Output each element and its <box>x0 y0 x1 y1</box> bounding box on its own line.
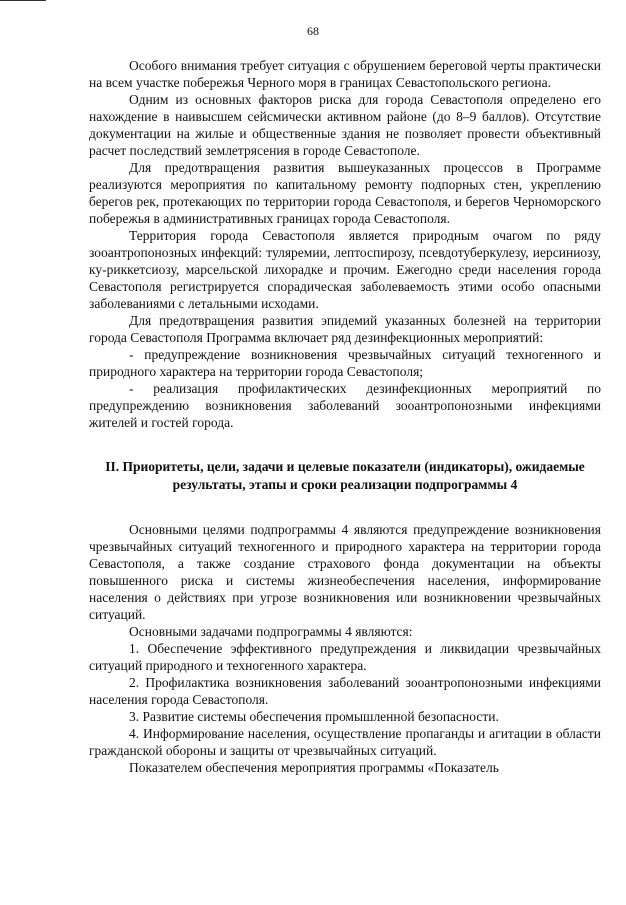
section-heading: II. Приоритеты, цели, задачи и целевые показатели (индикаторы), ожидаемые результаты, этапы и сроки реализации подпрограммы 4 <box>105 459 585 492</box>
paragraph-tasks-intro: Основными задачами подпрограммы 4 являются: <box>129 624 413 639</box>
task-item: 3. Развитие системы обеспечения промышленной безопасности. <box>129 709 499 724</box>
paragraph-coastline: Особого внимания требует ситуация с обрушением береговой черты практически на всем участке побережья Черного моря в границах Севастопольского региона. <box>89 58 601 90</box>
paragraph-seismic-risk: Одним из основных факторов риска для города Севастополя определено его нахождение в наивысшем сейсмически активном районе (до 8–9 баллов). Отсутствие документации на жилые и общественные здания не позволяет провести объективный расчет последствий землетрясения в городе Севастополе. <box>89 92 601 158</box>
task-item: 4. Информирование населения, осуществление пропаганды и агитации в области гражданской обороны и защиты от чрезвычайных ситуаций. <box>89 726 601 758</box>
paragraph-indicator: Показателем обеспечения мероприятия программы «Показатель <box>129 760 499 775</box>
page-content <box>89 57 601 776</box>
paragraph-prevention-measures: Для предотвращения развития вышеуказанных процессов в Программе реализуются мероприятия по капитальному ремонту подпорных стен, укреплению берегов рек, протекающих по территории города Севастополя, и берегов Черноморского побережья в административных границах города Севастополя. <box>89 160 601 226</box>
paragraph-infections: Территория города Севастополя является природным очагом по ряду зооантропонозных инфекций: туляремии, лептоспирозу, псевдотуберкулезу, иерсиниозу, ку-риккетсиозу, марсельской лихорадке и прочим. Ежегодно среди населения города Севастополя регистрируется спорадическая заболеваемость этими особо опасными заболеваниями с летальными исходами. <box>89 228 601 311</box>
task-item: 2. Профилактика возникновения заболеваний зооантропонозными инфекциями населения города Севастополя. <box>89 675 601 707</box>
page-number: 68 <box>307 24 319 38</box>
corner-rule <box>0 0 46 1</box>
bullet-item: - реализация профилактических дезинфекционных мероприятий по предупреждению возникновения заболеваний зооантропонозными инфекциями жителей и гостей города. <box>89 381 601 430</box>
paragraph-disinfection-intro: Для предотвращения развития эпидемий указанных болезней на территории города Севастополя Программа включает ряд дезинфекционных мероприятий: <box>89 313 601 345</box>
paragraph-goals: Основными целями подпрограммы 4 являются предупреждение возникновения чрезвычайных ситуаций техногенного и природного характера на территории города Севастополя, а также создание страхового фонда документации на объекты повышенного риска и системы жизнеобеспечения населения, информирование населения о действиях при угрозе возникновения или возникновении чрезвычайных ситуаций. <box>89 522 601 622</box>
task-item: 1. Обеспечение эффективного предупреждения и ликвидации чрезвычайных ситуаций природного и техногенного характера. <box>89 641 601 673</box>
bullet-item: - предупреждение возникновения чрезвычайных ситуаций техногенного и природного характера на территории города Севастополя; <box>89 347 601 379</box>
